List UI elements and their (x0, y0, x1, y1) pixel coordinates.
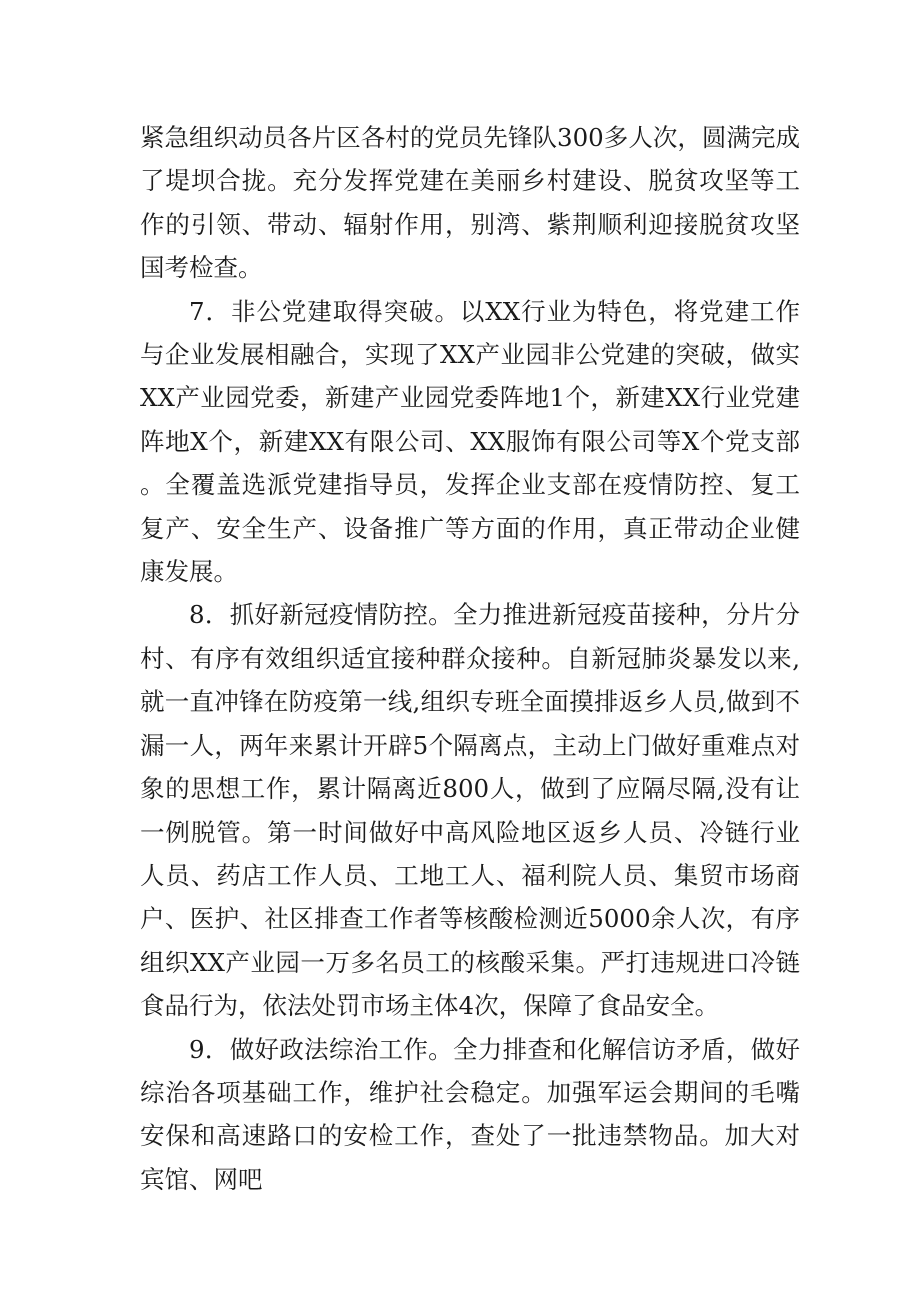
paragraph-item-7: 7．非公党建取得突破。以XX行业为特色，将党建工作与企业发展相融合，实现了XX产业园非公党建的突破，做实XX产业园党委，新建产业园党委阵地1个，新建XX行业党建阵地X个，新建XX有限公司、XX服饰有限公司等X个党支部。全覆盖选派党建指导员，发挥企业支部在疫情防控、复工复产、安全生产、设备推广等方面的作用，真正带动企业健康发展。 (140, 296, 800, 587)
paragraph-item-8: 8．抓好新冠疫情防控。全力推进新冠疫苗接种，分片分村、有序有效组织适宜接种群众接种。自新冠肺炎暴发以来,就一直冲锋在防疫第一线,组织专班全面摸排返乡人员,做到不漏一人，两年来累计开辟5个隔离点，主动上门做好重难点对象的思想工作，累计隔离近800人，做到了应隔尽隔,没有让一例脱管。第一时间做好中高风险地区返乡人员、冷链行业人员、药店工作人员、工地工人、福利院人员、集贸市场商户、医护、社区排查工作者等核酸检测近5000余人次，有序组织XX产业园一万多名员工的核酸采集。严打违规进口冷链食品行为，依法处罚市场主体4次，保障了食品安全。 (140, 600, 800, 1021)
body-text (140, 116, 800, 1201)
paragraph-item-9: 9．做好政法综治工作。全力排查和化解信访矛盾，做好综治各项基础工作，维护社会稳定。加强军运会期间的毛嘴安保和高速路口的安检工作，查处了一批违禁物品。加大对宾馆、网吧 (140, 1034, 800, 1194)
paragraph-continuation: 紧急组织动员各片区各村的党员先锋队300多人次，圆满完成了堤坝合拢。充分发挥党建在美丽乡村建设、脱贫攻坚等工作的引领、带动、辐射作用，别湾、紫荆顺利迎接脱贫攻坚国考检查。 (140, 123, 800, 283)
